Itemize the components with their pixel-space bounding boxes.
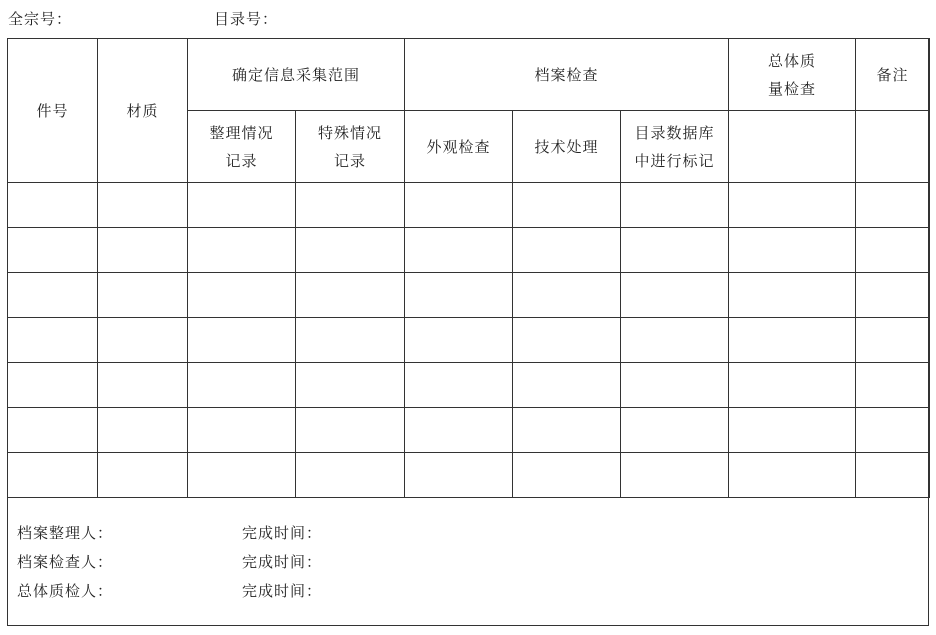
header-technical-treatment: 技术处理 (513, 111, 621, 183)
header-appearance-check: 外观检查 (405, 111, 513, 183)
quality-checker-label: 总体质检人： (17, 582, 114, 600)
header-special-record: 特殊情况 记录 (296, 111, 405, 183)
header-item-number: 件号 (8, 39, 98, 183)
header-overall-quality: 总体质 量检查 (729, 39, 856, 111)
catalog-number-label: 目录号： (214, 10, 279, 28)
header-remarks: 备注 (856, 39, 930, 111)
header-arrange-record: 整理情况 记录 (188, 111, 296, 183)
checker-row (17, 548, 322, 577)
checker-finish-time-label: 完成时间： (242, 553, 323, 571)
signature-section (17, 519, 322, 606)
organizer-finish-time-label: 完成时间： (242, 524, 323, 542)
checker-label: 档案检查人： (17, 553, 114, 571)
header-collection-scope: 确定信息采集范围 (188, 39, 405, 111)
quality-checker-row (17, 577, 322, 606)
organizer-label: 档案整理人： (17, 524, 114, 542)
quality-checker-finish-time-label: 完成时间： (242, 582, 323, 600)
header-database-mark: 目录数据库 中进行标记 (621, 111, 729, 183)
organizer-row (17, 519, 322, 548)
fonds-number-label: 全宗号： (8, 10, 73, 28)
header-archive-check: 档案检查 (405, 39, 729, 111)
header-material: 材质 (98, 39, 188, 183)
